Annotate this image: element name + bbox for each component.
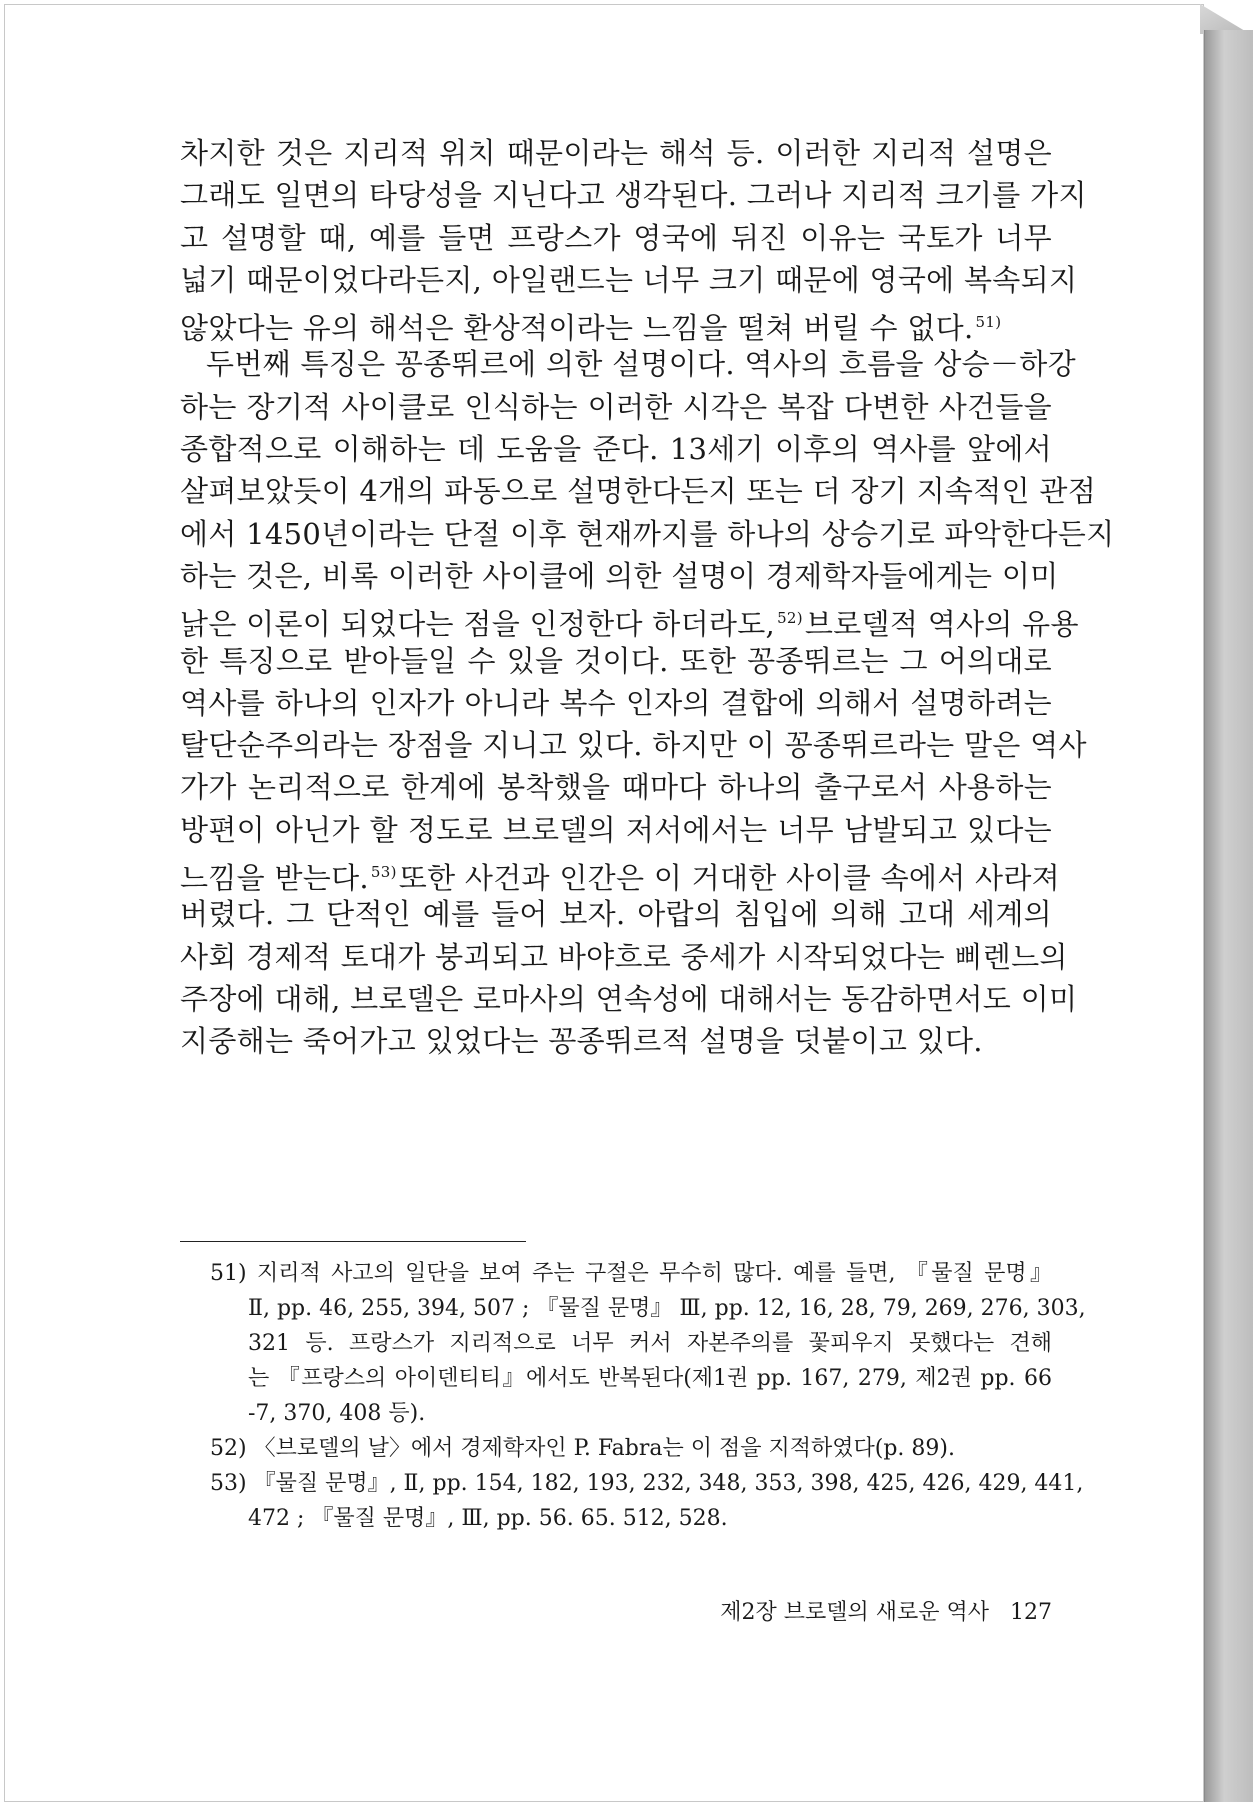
- body-line: 탈단순주의라는 장점을 지니고 있다. 하지만 이 꽁종뛰르라는 말은 역사: [180, 728, 1087, 763]
- body-line: 하는 것은, 비록 이러한 사이클에 의한 설명이 경제학자들에게는 이미: [180, 558, 1059, 593]
- body-line: [180, 597, 1079, 642]
- body-line: [180, 851, 1060, 896]
- footnote-ref-51: 51): [975, 313, 1002, 332]
- footnote-line: -7, 370, 408 등).: [248, 1401, 426, 1426]
- body-line: 지중해는 죽어가고 있었다는 꽁종뛰르적 설명을 덧붙이고 있다.: [180, 1024, 983, 1059]
- body-line: 방편이 아닌가 할 정도로 브로델의 저서에서는 너무 남발되고 있다는: [180, 812, 1052, 847]
- body-line: 종합적으로 이해하는 데 도움을 준다. 13세기 이후의 역사를 앞에서: [180, 432, 1052, 467]
- body-line: 가가 논리적으로 한계에 봉착했을 때마다 하나의 출구로서 사용하는: [180, 770, 1052, 805]
- footnote-line: 321 등. 프랑스가 지리적으로 너무 커서 자본주의를 꽃피우지 못했다는 견해: [248, 1331, 1052, 1356]
- running-chapter-title: 제2장 브로델의 새로운 역사: [720, 1600, 990, 1625]
- footnote-line: Ⅱ, pp. 46, 255, 394, 507 ; 『물질 문명』 Ⅲ, pp. 12, 16, 28, 79, 269, 276, 303,: [248, 1296, 1086, 1321]
- footnotes: [210, 1256, 1086, 1536]
- body-line-text: 느낌을 받는다.: [180, 861, 369, 896]
- footnote-53: [210, 1466, 1084, 1536]
- body-line: 살펴보았듯이 4개의 파동으로 설명한다든지 또는 더 장기 지속적인 관점: [180, 474, 1097, 509]
- page-number: 127: [1010, 1600, 1052, 1625]
- body-line: 에서 1450년이라는 단절 이후 현재까지를 하나의 상승기로 파악한다든지: [180, 516, 1115, 551]
- body-line: 한 특징으로 받아들일 수 있을 것이다. 또한 꽁종뛰르는 그 어의대로: [180, 643, 1052, 678]
- body-line-text: 않았다는 유의 해석은 환상적이라는 느낌을 떨쳐 버릴 수 없다.: [180, 311, 974, 346]
- footnote-line: 52) 〈브로델의 날〉에서 경제학자인 P. Fabra는 이 점을 지적하였다(p. 89).: [210, 1436, 955, 1461]
- body-line: 주장에 대해, 브로델은 로마사의 연속성에 대해서는 동감하면서도 이미: [180, 981, 1078, 1016]
- body-line: 두번째 특징은 꽁종뛰르에 의한 설명이다. 역사의 흐름을 상승－하강: [206, 347, 1076, 382]
- footnote-line: 는 『프랑스의 아이덴티티』에서도 반복된다(제1권 pp. 167, 279, 제2권 pp. 66: [248, 1366, 1052, 1391]
- page-edge-shadow: [1204, 30, 1253, 1802]
- footnote-51: [210, 1256, 1086, 1431]
- body-line-text: 낡은 이론이 되었다는 점을 인정한다 하더라도,: [180, 607, 776, 642]
- footnote-divider: [180, 1241, 526, 1242]
- body-line: 사회 경제적 토대가 붕괴되고 바야흐로 중세가 시작되었다는 삐렌느의: [180, 939, 1068, 974]
- footnote-line: 51) 지리적 사고의 일단을 보여 주는 구절은 무수히 많다. 예를 들면, 『물질 문명』: [210, 1261, 1052, 1286]
- body-line-text: 또한 사건과 인간은 이 거대한 사이클 속에서 사라져: [398, 861, 1060, 896]
- body-line: 하는 장기적 사이클로 인식하는 이러한 시각은 복잡 다변한 사건들을: [180, 389, 1052, 424]
- body-line: 넓기 때문이었다라든지, 아일랜드는 너무 크기 때문에 영국에 복속되지: [180, 262, 1078, 297]
- body-line: 차지한 것은 지리적 위치 때문이라는 해석 등. 이러한 지리적 설명은: [180, 136, 1052, 170]
- body-line-text: 브로델적 역사의 유용: [804, 607, 1079, 642]
- footnote-ref-52: 52): [777, 609, 803, 628]
- footnote-line: 53) 『물질 문명』, Ⅱ, pp. 154, 182, 193, 232, 348, 353, 398, 425, 426, 429, 441,: [210, 1471, 1084, 1496]
- body-line: 버렸다. 그 단적인 예를 들어 보자. 아랍의 침입에 의해 고대 세계의: [180, 897, 1052, 932]
- footnote-ref-53: 53): [370, 863, 397, 882]
- body-text: [180, 132, 1115, 1063]
- page-footer: [660, 1595, 1052, 1626]
- body-line: [180, 301, 1052, 346]
- body-line: 역사를 하나의 인자가 아니라 복수 인자의 결합에 의해서 설명하려는: [180, 685, 1052, 720]
- footnote-line: 472 ; 『물질 문명』, Ⅲ, pp. 56. 65. 512, 528.: [248, 1506, 728, 1531]
- body-line: 그래도 일면의 타당성을 지닌다고 생각된다. 그러나 지리적 크기를 가지: [180, 178, 1087, 213]
- footnote-52: [210, 1431, 1052, 1466]
- body-line: 고 설명할 때, 예를 들면 프랑스가 영국에 뒤진 이유는 국토가 너무: [180, 220, 1052, 255]
